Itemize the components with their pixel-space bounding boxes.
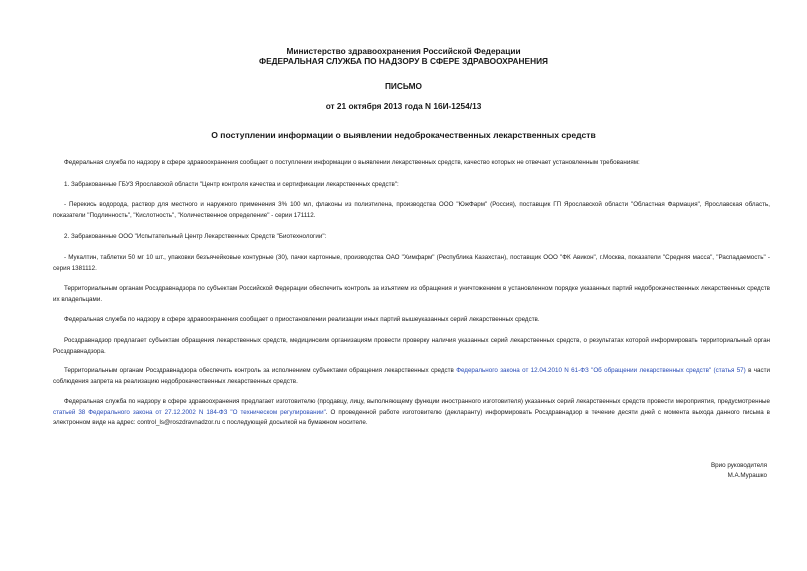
federal-law-61-link[interactable]: Федерального закона от 12.04.2010 N 61-ФЗ "Об обращении лекарственных средств" [456,367,712,374]
document-type: ПИСЬМО [384,81,423,91]
law-compliance-text-post: в части соблюдения запрета на реализацию недоброкачественных лекарственных средств. [53,367,770,385]
document-date-number: от 21 октября 2013 года N 16И-1254/13 [325,101,482,111]
signature-position: Врио руководителя [711,462,767,469]
paragraph-intro: Федеральная служба по надзору в сфере здравоохранения сообщает о поступлении информации о выявлении лекарственных средств, качество которых не отвечает установленным требованиям: [64,159,640,166]
paragraph-territorial-control: Территориальным органам Росздравнадзора по субъектам Российской Федерации обеспечить контроль за изъятием из обращения и уничтожением в установленном порядке указанных партий недоброкачественных лекарственных средств их владельцами. [53,285,770,303]
paragraph-item-1: 1. Забракованные ГБУЗ Ярославской области "Центр контроля качества и сертификации лекарственных средств": [64,181,399,188]
paragraph-manufacturer-actions [53,397,770,429]
paragraph-inspection: Росздравнадзор предлагает субъектам обращения лекарственных средств, медицинским организациям провести проверку наличия указанных серий лекарственных средств, о результатах которой информировать территориальный орган Росздравнадзора. [53,337,770,355]
article-38-link[interactable]: статьей 38 Федерального закона от 27.12.2002 N 184-ФЗ "О техническом регулировании" [53,408,326,416]
document-title: О поступлении информации о выявлении недоброкачественных лекарственных средств [211,130,596,140]
paragraph-item-1-detail: - Перекись водорода, раствор для местного и наружного применения 3% 100 мл, флаконы из полиэтилена, производства ООО "ЮжФарм" (Россия), поставщик ГП Ярославской области "Областная Фармация", Ярославская область, показатели "Подлинность", "Кислотность", "Количественное определение" - серии 171112. [53,201,770,219]
paragraph-item-2-detail: - Мукалтин, таблетки 50 мг 10 шт., упаковки безъячейковые контурные (30), пачки картонные, производства ОАО "Химфарм" (Республика Казахстан), поставщик ООО "ФК Авикон", г.Москва, показатели "Средняя масса", "Распадаемость" - серия 1381112. [53,254,770,272]
ministry-name: Министерство здравоохранения Российской Федерации [286,46,521,56]
paragraph-item-2: 2. Забракованные ООО "Испытательный Центр Лекарственных Средств "Биотехнологии": [64,233,327,240]
article-57-link[interactable]: (статья 57) [713,367,746,374]
manufacturer-text-post: . О проведенной работе изготовителю (декларанту) информировать Росздравнадзор в течение десяти дней с момента выхода данного письма в электронном виде на адрес: control_ls@roszdravnadzor.ru с последующей досылкой на бумажном носителе. [53,408,770,426]
paragraph-suspension: Федеральная служба по надзору в сфере здравоохранения сообщает о приостановлении реализации иных партий вышеуказанных серий лекарственных средств. [64,316,540,323]
manufacturer-text-pre: Федеральная служба по надзору в сфере здравоохранения предлагает изготовителю (продавцу, лицу, выполняющему функции иностранного изготовителя) указанных серий лекарственных средств провести мероприятия, предусмотренные [64,398,770,405]
paragraph-law-compliance [53,366,770,387]
law-compliance-text-pre: Территориальным органам Росздравнадзора обеспечить контроль за исполнением субъектами обращения лекарственных средств [64,367,457,374]
signature-name: М.А.Мурашко [727,472,767,479]
service-name: ФЕДЕРАЛЬНАЯ СЛУЖБА ПО НАДЗОРУ В СФЕРЕ ЗДРАВООХРАНЕНИЯ [259,56,548,66]
